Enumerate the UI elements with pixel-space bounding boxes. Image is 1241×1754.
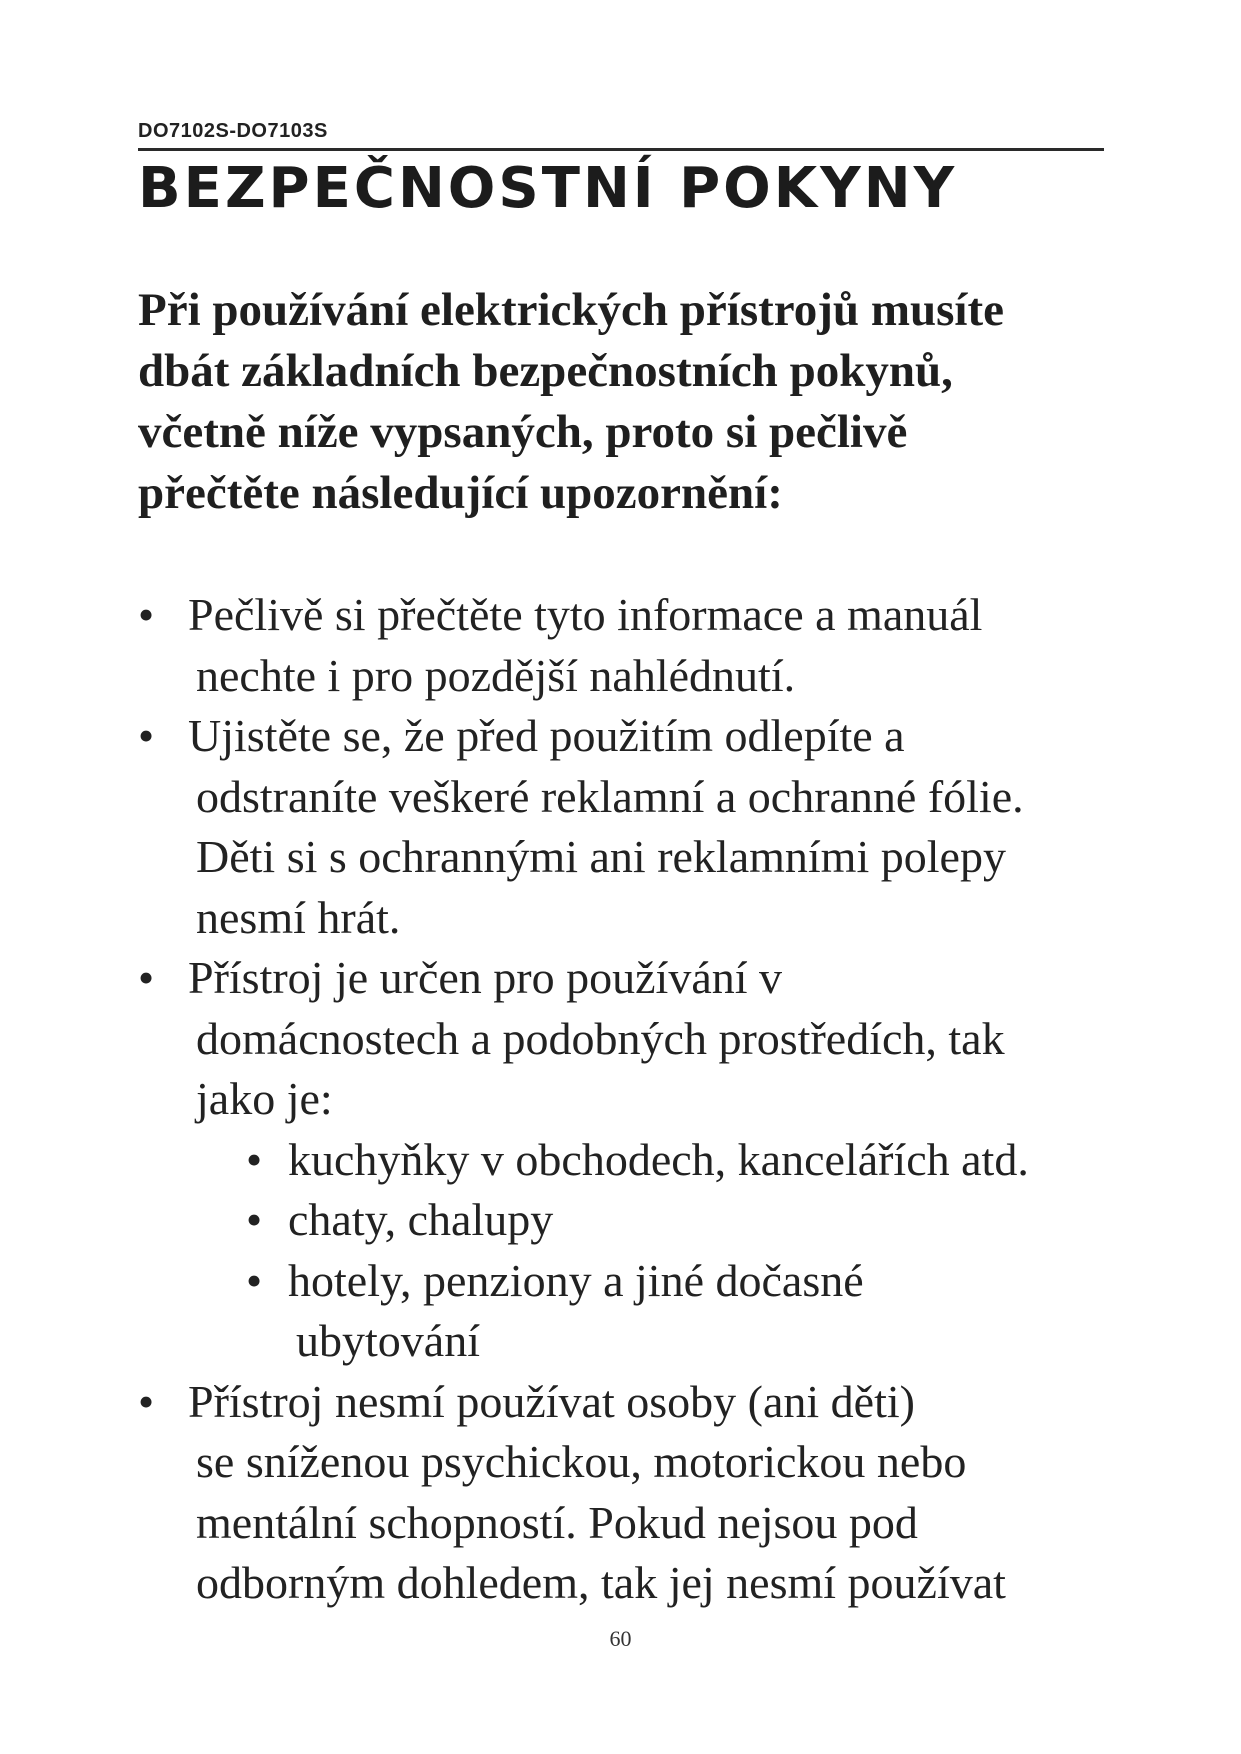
- item-line: Děti si s ochrannými ani reklamními polepy: [196, 831, 1006, 882]
- intro-line: dbát základních bezpečnostních pokynů,: [138, 345, 953, 397]
- sub-item-line: hotely, penziony a jiné dočasné: [288, 1254, 864, 1306]
- list-item: [138, 585, 1118, 706]
- item-line: Ujistěte se, že před použitím odlepíte a: [188, 710, 905, 761]
- header-divider: [138, 148, 1104, 151]
- bullet-icon: •: [138, 952, 155, 1003]
- page-title: BEZPEČNOSTNÍ POKYNY: [138, 156, 958, 221]
- bullet-icon: •: [246, 1254, 263, 1306]
- item-line: nesmí hrát.: [196, 891, 401, 943]
- intro-paragraph: [138, 280, 1098, 524]
- item-line: domácnostech a podobných prostředích, tak: [196, 1012, 1005, 1064]
- item-line: odborným dohledem, tak jej nesmí používat: [196, 1557, 1006, 1608]
- sub-item-line: kuchyňky v obchodech, kancelářích atd.: [288, 1133, 1029, 1185]
- bullet-icon: •: [138, 589, 155, 640]
- sub-item-line: chaty, chalupy: [288, 1194, 554, 1245]
- item-line: se sníženou psychickou, motorickou nebo: [196, 1436, 967, 1487]
- item-line: Přístroj nesmí používat osoby (ani děti): [188, 1375, 915, 1427]
- sub-item-line: ubytování: [296, 1315, 480, 1366]
- item-line: mentální schopností. Pokud nejsou pod: [196, 1496, 918, 1548]
- safety-list: [138, 585, 1118, 1614]
- list-item: [138, 706, 1118, 948]
- intro-line: Při používání elektrických přístrojů musíte: [138, 284, 1004, 336]
- page-number: 60: [609, 1626, 632, 1651]
- bullet-icon: •: [246, 1194, 263, 1245]
- item-line: Pečlivě si přečtěte tyto informace a manuál: [188, 589, 983, 640]
- bullet-icon: •: [138, 1375, 155, 1427]
- item-line: Přístroj je určen pro používání v: [188, 952, 783, 1003]
- intro-line: včetně níže vypsaných, proto si pečlivě: [138, 406, 908, 458]
- list-item: [138, 948, 1118, 1130]
- bullet-icon: •: [138, 710, 155, 761]
- bullet-icon: •: [246, 1133, 263, 1185]
- model-number: DO7102S-DO7103S: [138, 120, 328, 142]
- intro-line: přečtěte následující upozornění:: [138, 467, 783, 519]
- sub-list-item: [138, 1130, 1118, 1191]
- item-line: odstraníte veškeré reklamní a ochranné fólie.: [196, 770, 1024, 822]
- sub-list-item: [138, 1190, 1118, 1251]
- list-item: [138, 1372, 1118, 1614]
- item-line: nechte i pro pozdější nahlédnutí.: [196, 649, 796, 701]
- sub-list-item: [138, 1251, 1118, 1372]
- item-line: jako je:: [196, 1073, 333, 1124]
